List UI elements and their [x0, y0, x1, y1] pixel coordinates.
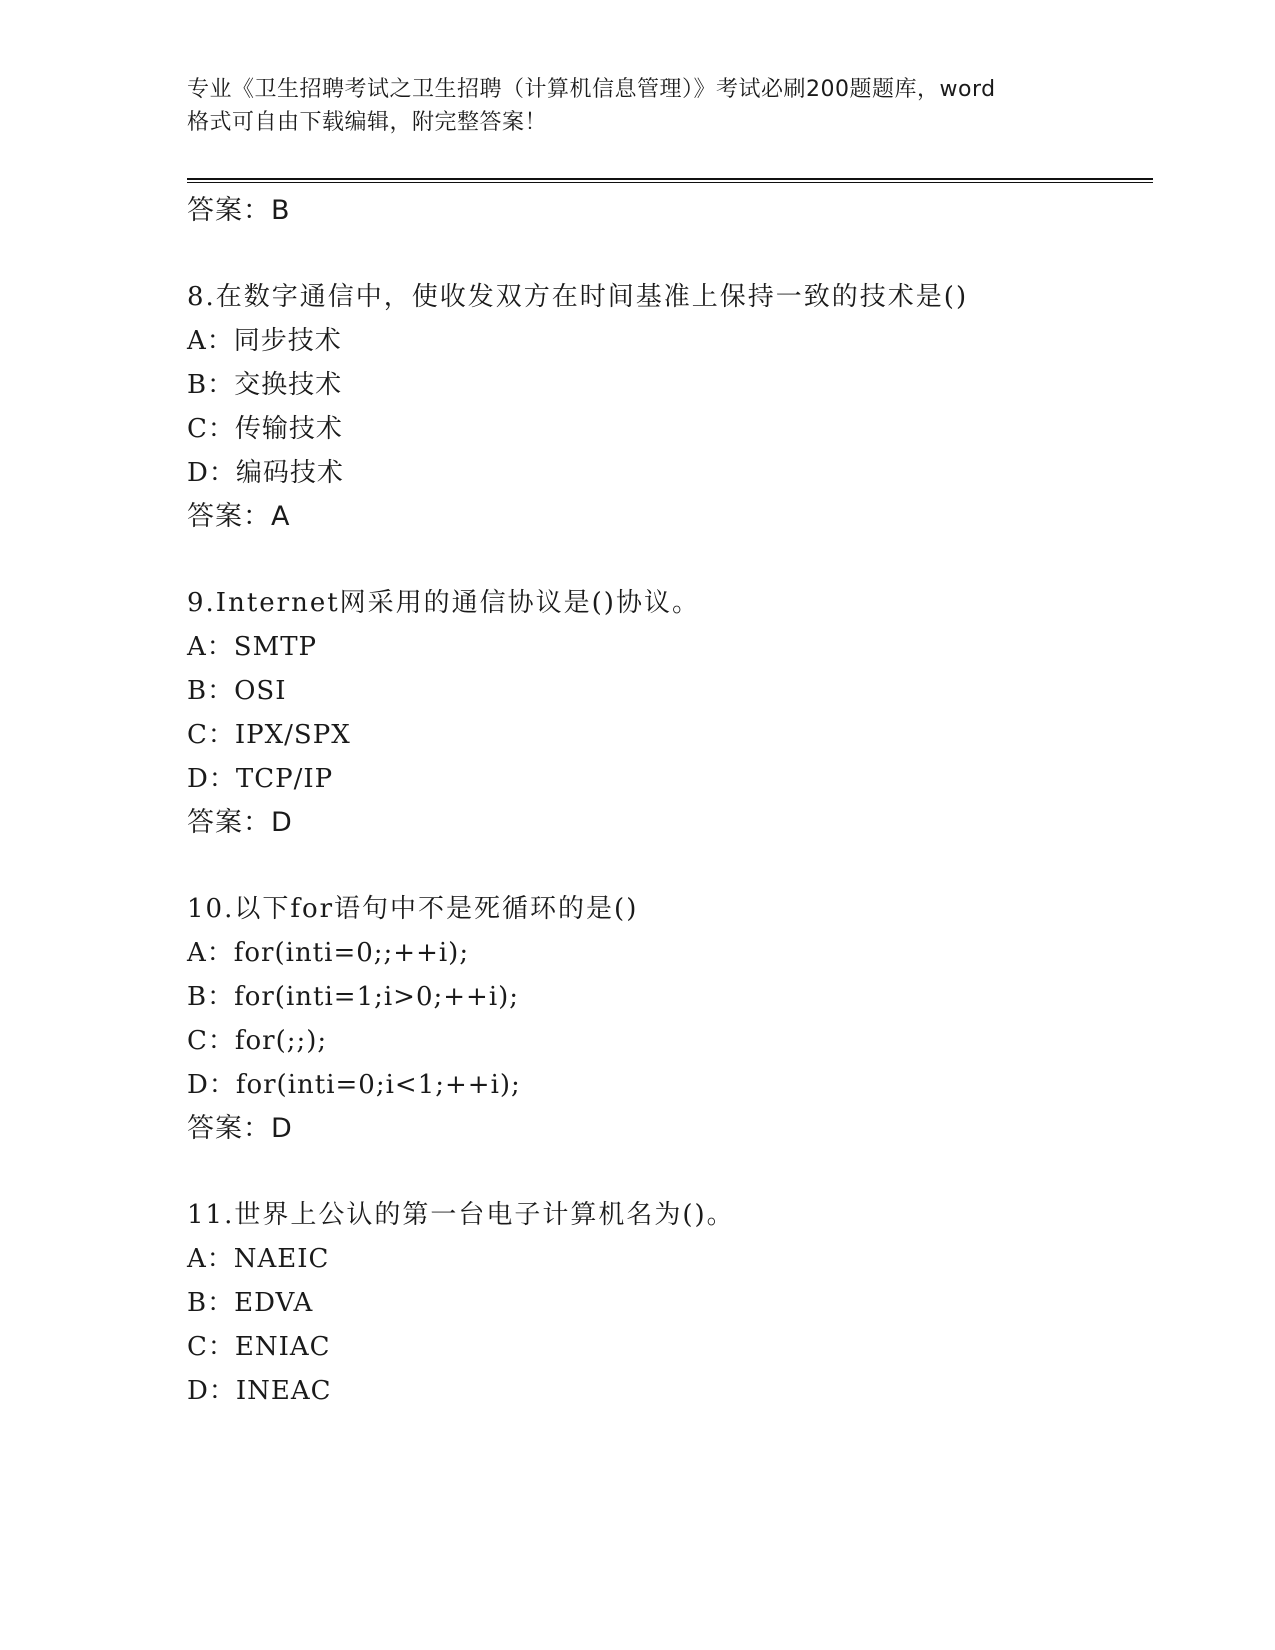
question-11-option-d: D：INEAC [187, 1376, 332, 1406]
question-11-text: 11.世界上公认的第一台电子计算机名为()。 [187, 1200, 735, 1230]
document-header [187, 73, 1087, 139]
question-9-option-c: C：IPX/SPX [187, 720, 351, 750]
question-9-option-b: B：OSI [187, 676, 287, 706]
question-10-option-c: C：for(;;); [187, 1026, 328, 1056]
question-11-option-b: B：EDVA [187, 1288, 314, 1318]
question-8-text: 8.在数字通信中，使收发双方在时间基准上保持一致的技术是() [187, 282, 969, 312]
question-10-answer: 答案：D [187, 1113, 293, 1144]
question-10-option-d: D：for(inti=0;i<1;++i); [187, 1070, 521, 1100]
question-11-option-c: C：ENIAC [187, 1332, 331, 1362]
question-8-option-b: B：交换技术 [187, 370, 343, 400]
previous-answer: 答案：B [187, 195, 291, 226]
question-10-option-b: B：for(inti=1;i>0;++i); [187, 982, 520, 1012]
question-9-text: 9.Internet网采用的通信协议是()协议。 [187, 588, 700, 618]
header-line-2: 格式可自由下载编辑，附完整答案！ [187, 110, 548, 135]
question-9-option-a: A：SMTP [187, 632, 318, 662]
question-11-option-a: A：NAEIC [187, 1244, 330, 1274]
question-8-option-d: D：编码技术 [187, 458, 344, 488]
header-divider-thin [187, 182, 1153, 183]
question-9-answer: 答案：D [187, 807, 293, 838]
question-8-answer: 答案：A [187, 501, 291, 532]
question-9-option-d: D：TCP/IP [187, 764, 334, 794]
question-8-option-c: C：传输技术 [187, 414, 343, 444]
question-10-text: 10.以下for语句中不是死循环的是() [187, 894, 639, 924]
header-line-1: 专业《卫生招聘考试之卫生招聘（计算机信息管理）》考试必刷200题题库，word [187, 77, 996, 102]
question-10-option-a: A：for(inti=0;;++i); [187, 938, 470, 968]
question-8-option-a: A：同步技术 [187, 326, 342, 356]
header-divider-thick [187, 178, 1153, 180]
